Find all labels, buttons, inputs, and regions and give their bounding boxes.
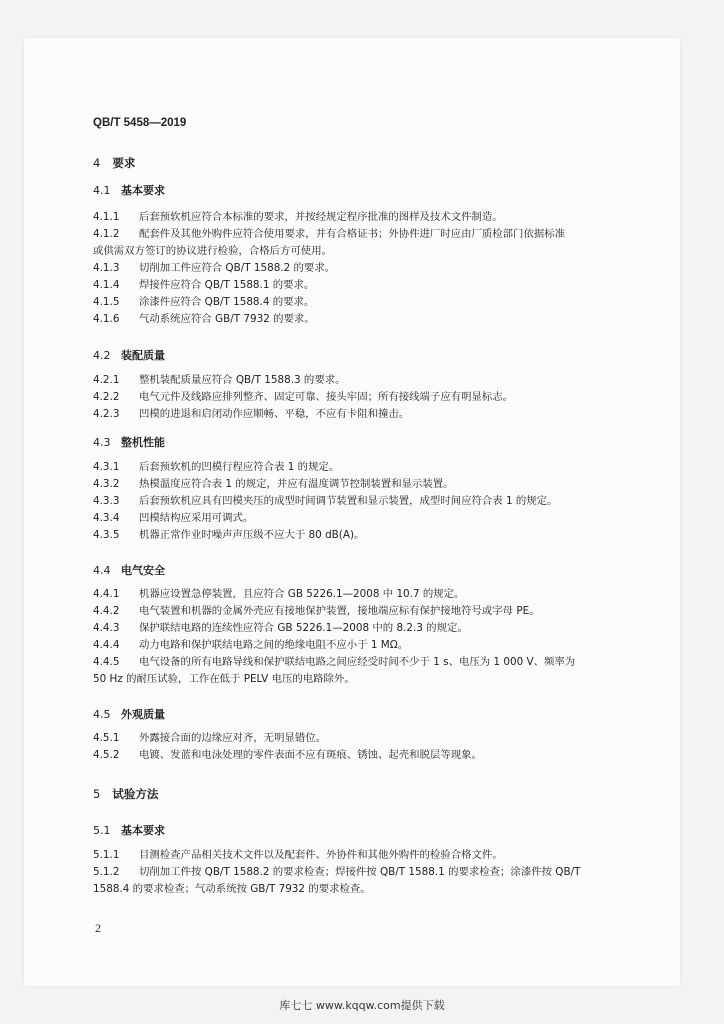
clause-4-4-5-cont: 50 Hz 的耐压试验，工作在低于 PELV 电压的电路除外。 [93,673,355,685]
clause-4-1-2: 4.1.2 配套件及其他外购件应符合使用要求，并有合格证书；外协件进厂时应由厂质检部门依据标准 [93,228,566,240]
section-title: 要求 [112,156,136,170]
section-4: 4 要求 [93,156,136,170]
section-4-2: 4.2 装配质量 [93,349,165,362]
section-5: 5 试验方法 [93,787,159,801]
clause-4-2-2: 4.2.2 电气元件及线路应排列整齐、固定可靠、接头牢固；所有接线端子应有明显标志。 [93,391,514,403]
clause-4-3-5: 4.3.5 机器正常作业时噪声声压级不应大于 80 dB(A)。 [93,529,365,541]
section-title: 外观质量 [121,708,165,721]
section-title: 基本要求 [121,184,165,197]
clause-4-1-6: 4.1.6 气动系统应符合 GB/T 7932 的要求。 [93,313,315,325]
download-watermark: 库七七 www.kqqw.com提供下载 [279,999,445,1012]
clause-5-1-2: 5.1.2 切削加工件按 QB/T 1588.2 的要求检查；焊接件按 QB/T 1588.1 的要求检查；涂漆件按 QB/T [93,866,581,878]
clause-4-1-4: 4.1.4 焊接件应符合 QB/T 1588.1 的要求。 [93,279,315,291]
section-4-4: 4.4 电气安全 [93,564,165,577]
clause-4-1-1: 4.1.1 后套预软机应符合本标准的要求，并按经规定程序批准的图样及技术文件制造。 [93,211,503,223]
section-4-2-items [93,372,633,423]
clause-4-3-2: 4.3.2 热模温度应符合表 1 的规定，并应有温度调节控制装置和显示装置。 [93,478,454,490]
clause-4-5-2: 4.5.2 电镀、发蓝和电泳处理的零件表面不应有斑痕、锈蚀、起壳和脱层等现象。 [93,749,482,761]
clause-4-4-5: 4.4.5 电气设备的所有电路导线和保护联结电路之间应经受时间不少于 1 s、电压为 1 000 V、频率为 [93,656,576,668]
page-number: 2 [95,921,101,935]
clause-4-3-3: 4.3.3 后套预软机应具有凹模夹压的成型时间调节装置和显示装置，成型时间应符合表 1 的规定。 [93,495,558,507]
clause-4-1-3: 4.1.3 切削加工件应符合 QB/T 1588.2 的要求。 [93,262,336,274]
clause-4-2-3: 4.2.3 凹模的进退和启闭动作应顺畅、平稳，不应有卡阻和撞击。 [93,408,410,420]
clause-5-1-2-cont: 1588.4 的要求检查；气动系统按 GB/T 7932 的要求检查。 [93,883,371,895]
standard-code: QB/T 5458—2019 [93,117,187,129]
clause-4-4-2: 4.4.2 电气装置和机器的金属外壳应有接地保护装置，接地端应标有保护接地符号或字母 PE。 [93,605,540,617]
section-4-1: 4.1 基本要求 [93,184,165,197]
section-title: 基本要求 [121,824,165,837]
section-4-1-items [93,209,633,328]
clause-4-1-2-cont: 或供需双方签订的协议进行检验，合格后方可使用。 [93,245,332,257]
clause-4-4-4: 4.4.4 动力电路和保护联结电路之间的绝缘电阻不应小于 1 MΩ。 [93,639,409,651]
clause-4-1-5: 4.1.5 涂漆件应符合 QB/T 1588.4 的要求。 [93,296,315,308]
section-title: 整机性能 [121,436,165,449]
section-4-3: 4.3 整机性能 [93,436,165,449]
section-4-5: 4.5 外观质量 [93,708,165,721]
section-4-4-items [93,586,633,688]
clause-4-3-4: 4.3.4 凹模结构应采用可调式。 [93,512,254,524]
clause-5-1-1: 5.1.1 目测检查产品相关技术文件以及配套件、外协件和其他外购件的检验合格文件。 [93,849,503,861]
section-title: 电气安全 [121,564,165,577]
section-5-1: 5.1 基本要求 [93,824,165,837]
clause-4-2-1: 4.2.1 整机装配质量应符合 QB/T 1588.3 的要求。 [93,374,346,386]
clause-4-4-1: 4.4.1 机器应设置急停装置，且应符合 GB 5226.1—2008 中 10.7 的规定。 [93,588,465,600]
section-title: 装配质量 [121,349,165,362]
section-4-3-items [93,459,633,544]
section-title: 试验方法 [112,787,159,801]
clause-4-3-1: 4.3.1 后套预软机的凹模行程应符合表 1 的规定。 [93,461,340,473]
clause-4-4-3: 4.4.3 保护联结电路的连续性应符合 GB 5226.1—2008 中的 8.2.3 的规定。 [93,622,468,634]
clause-4-5-1: 4.5.1 外露接合面的边缘应对齐，无明显错位。 [93,732,327,744]
section-5-1-items [93,847,633,898]
section-4-5-items [93,730,633,764]
